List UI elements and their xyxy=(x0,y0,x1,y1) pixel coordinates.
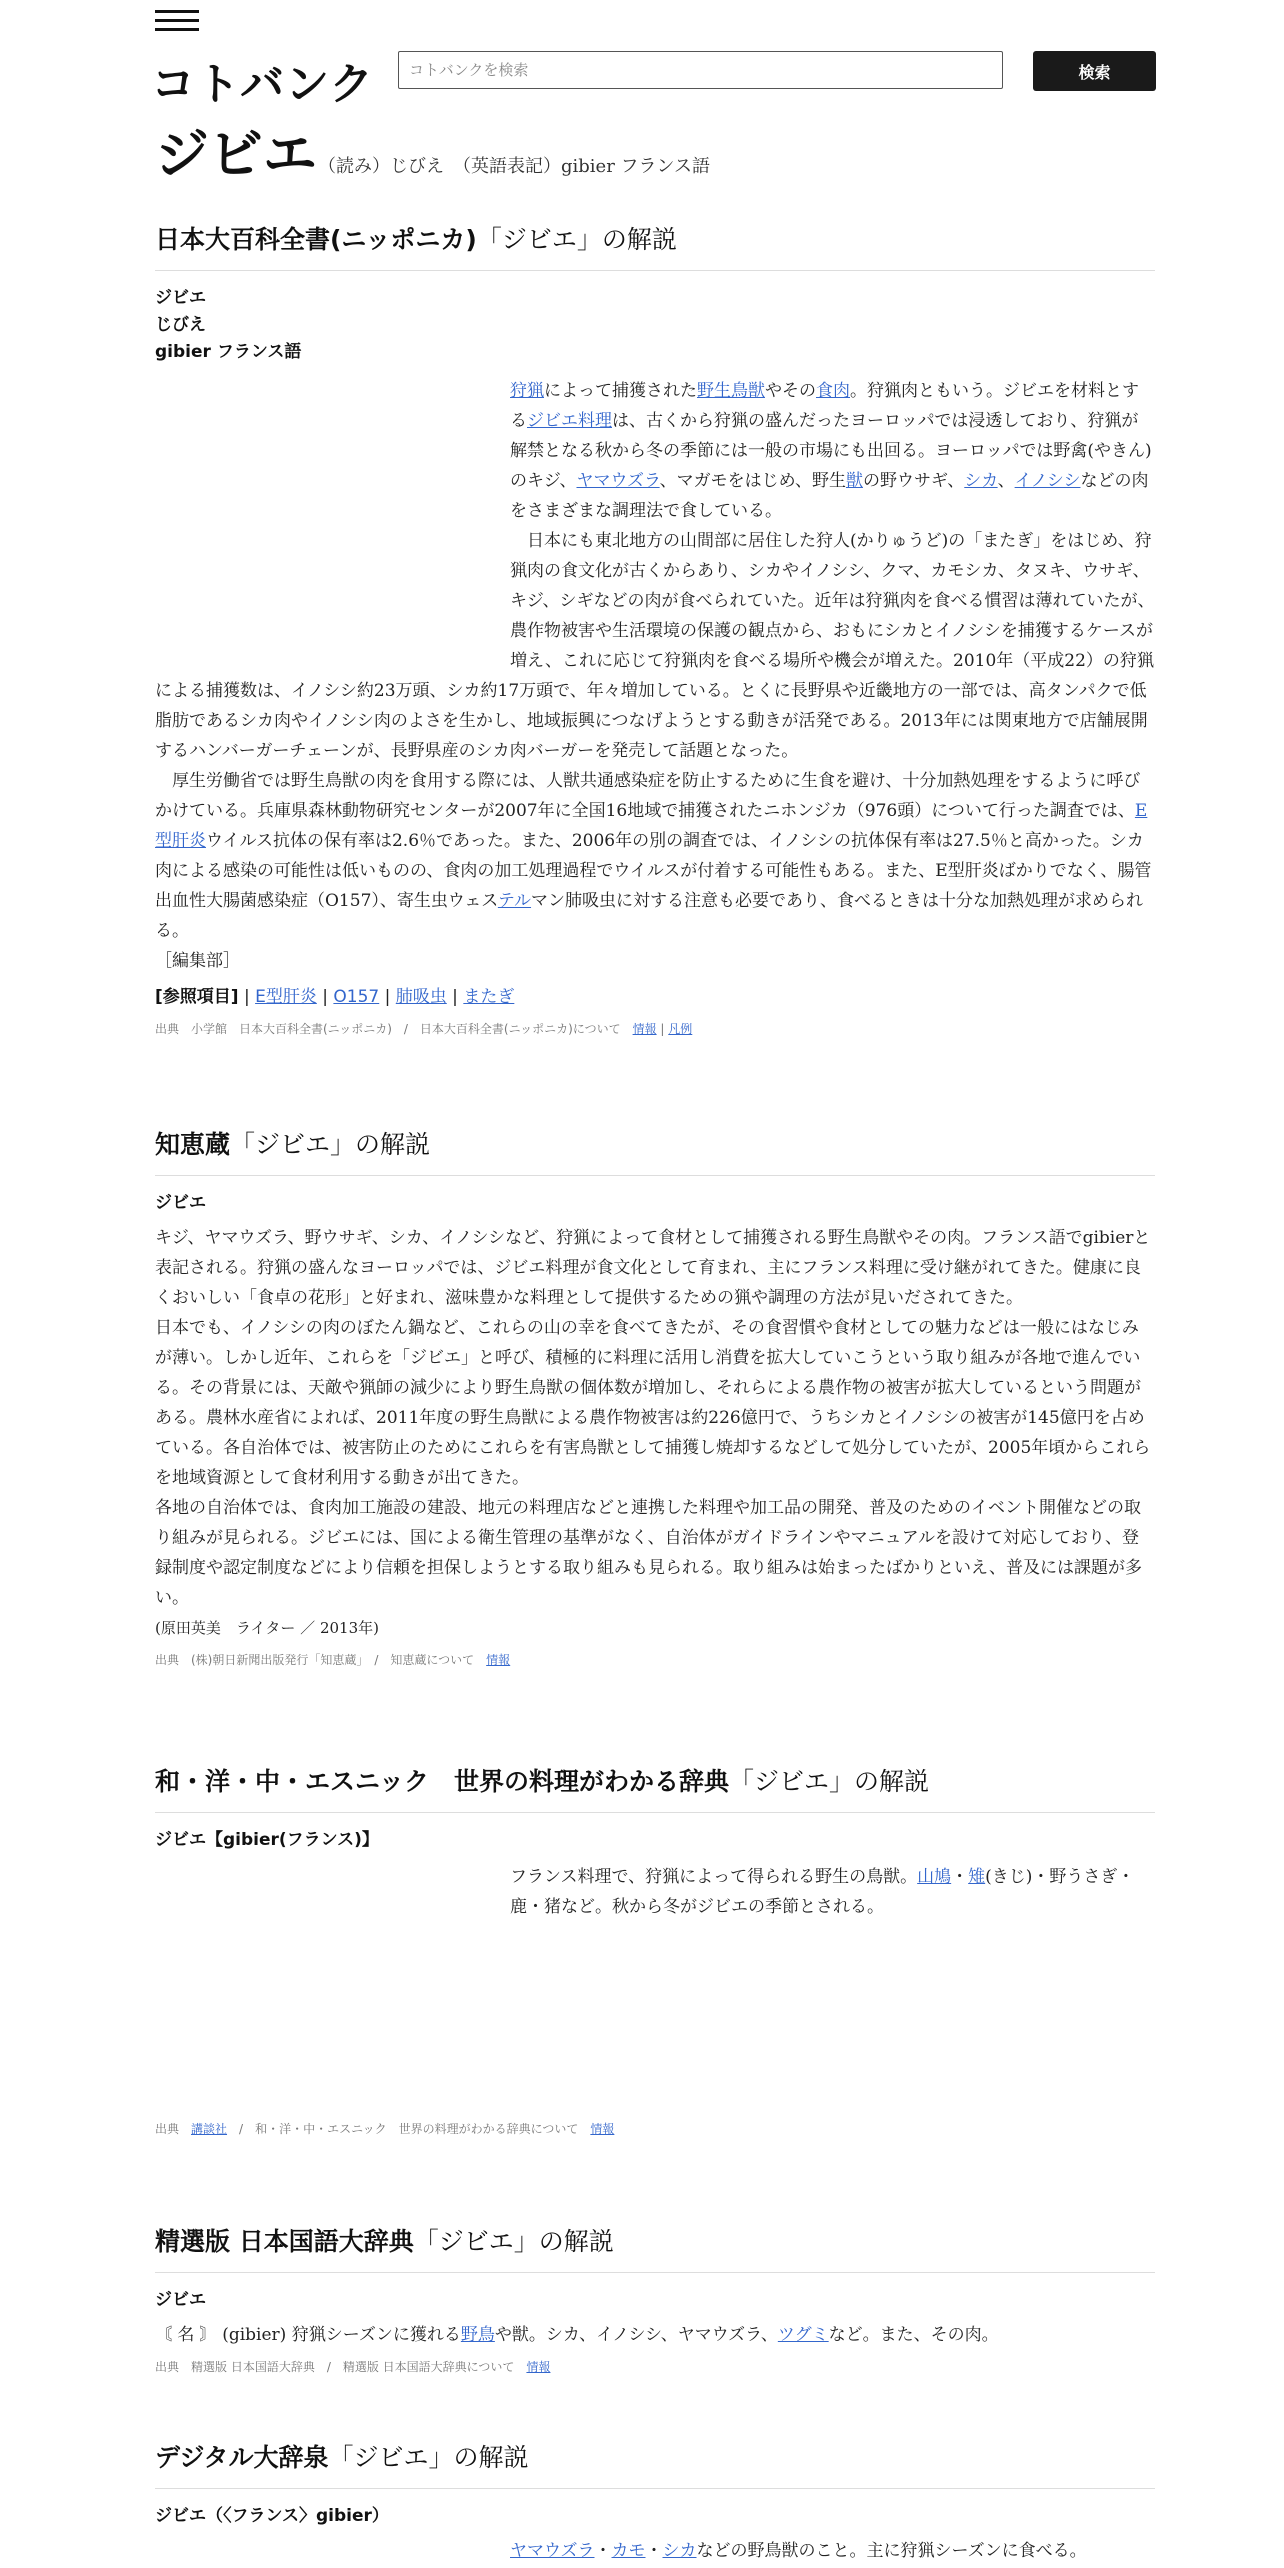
ref-link[interactable]: O157 xyxy=(333,987,380,1007)
entry-heading: ジビエ xyxy=(155,288,206,308)
entry-english: gibier フランス語 xyxy=(155,342,302,362)
section-nipponica xyxy=(155,220,1155,1037)
ref-link[interactable]: E型肝炎 xyxy=(255,987,317,1007)
search-button[interactable]: 検索 xyxy=(1033,51,1156,91)
link-yamabato[interactable]: 山鳩 xyxy=(917,1867,952,1887)
info-link[interactable]: 情報 xyxy=(590,2122,615,2136)
info-link[interactable]: 情報 xyxy=(632,1022,657,1036)
section-title: 知恵蔵「ジビエ」の解説 xyxy=(155,1125,1155,1176)
paragraph: キジ、ヤマウズラ、野ウサギ、シカ、イノシシなど、狩猟によって食材として捕獲される野生鳥獣やその肉。フランス語でgibierと表記される。狩猟の盛んなヨーロッパでは、ジビエ料理が食文化として育まれ、主にフランス料理に受け継がれてきた。健康に良くおいしい「食卓の花形」と好まれ、滋味豊かな料理として提供するための猟や調理の方法が見いだされてきた。 xyxy=(155,1228,1151,1308)
reference-links: [参照項目] | E型肝炎 | O157 | 肺吸虫 | またぎ xyxy=(155,987,515,1007)
section-title: デジタル大辞泉「ジビエ」の解説 xyxy=(155,2438,1155,2489)
paragraph: 〘 名 〙 (gibier) 狩猟シーズンに獲れる野鳥や獣。シカ、イノシシ、ヤマウズラ、ツグミなど。また、その肉。 xyxy=(155,2325,999,2345)
paragraph: 狩猟によって捕獲された野生鳥獣やその食肉。狩猟肉ともいう。ジビエを材料とするジビエ料理は、古くから狩猟の盛んだったヨーロッパでは浸透しており、狩猟が解禁となる秋から冬の季節には一般の市場にも出回る。ヨーロッパでは野禽(やきん)のキジ、ヤマウズラ、マガモをはじめ、野生獣の野ウサギ、シカ、イノシシなどの肉をさまざまな調理法で食している。 xyxy=(510,381,1152,521)
section-washo xyxy=(155,1762,1155,2137)
section-seisen xyxy=(155,2222,1155,2375)
source-line: 出典 精選版 日本国語大辞典 / 精選版 日本国語大辞典について 情報 xyxy=(155,2360,551,2374)
paragraph: フランス料理で、狩猟によって得られる野生の鳥獣。山鳩・雉(きじ)・野うさぎ・鹿・猪など。秋から冬がジビエの季節とされる。 xyxy=(510,1867,1135,1917)
reading-line: （読み）じびえ （英語表記）gibier フランス語 xyxy=(318,156,710,177)
ref-link[interactable]: またぎ xyxy=(463,987,515,1007)
link-shokuniku[interactable]: 食肉 xyxy=(816,381,850,401)
entry-reading: じびえ xyxy=(155,315,206,335)
paragraph: 厚生労働省では野生鳥獣の肉を食用する際には、人獣共通感染症を防止するために生食を避け、十分加熱処理をするように呼びかけている。兵庫県森林動物研究センターが2007年に全国16地域で捕獲されたニホンジカ（976頭）について行った調査では、E型肝炎ウイルス抗体の保有率は2.6％であった。また、2006年の別の調査では、イノシシの抗体保有率は27.5％と高かった。シカ肉による感染の可能性は低いものの、食肉の加工処理過程でウイルスが付着する可能性もある。また、E型肝炎ばかりでなく、腸管出血性大腸菌感染症（O157）、寄生虫ウェステルマン肺吸虫に対する注意も必要であり、食べるときは十分な加熱処理が求められる。 xyxy=(155,771,1152,941)
page-title: ジビエ xyxy=(155,123,317,186)
paragraph: 各地の自治体では、食肉加工施設の建設、地元の料理店などと連携した料理や加工品の開発、普及のためのイベント開催などの取り組みが見られる。ジビエには、国による衛生管理の基準がなく、自治体がガイドラインやマニュアルを設けて対応しており、登録制度や認定制度などにより信頼を担保しようとする取り組みも見られる。取り組みは始まったばかりといえ、普及には課題が多い。 xyxy=(155,1498,1143,1608)
ref-link[interactable]: 肺吸虫 xyxy=(395,987,447,1007)
site-logo[interactable]: コトバンク xyxy=(151,59,375,110)
link-yasei-chojyu[interactable]: 野生鳥獣 xyxy=(697,381,765,401)
paragraph: ヤマウズラ・カモ・シカなどの野鳥獣のこと。主に狩猟シーズンに食べる。 xyxy=(510,2541,1087,2561)
section-title: 日本大百科全書(ニッポニカ)「ジビエ」の解説 xyxy=(155,220,1155,271)
entry-heading: ジビエ xyxy=(155,1193,206,1213)
paragraph: 日本にも東北地方の山間部に居住した狩人(かりゅうど)の「またぎ」をはじめ、狩猟肉の食文化が古くからあり、シカやイノシシ、クマ、カモシカ、タヌキ、ウサギ、キジ、シギなどの肉が食べられていた。近年は狩猟肉を食べる慣習は薄れていたが、農作物被害や生活環境の保護の観点から、おもにシカとイノシシを捕獲するケースが増え、これに応じて狩猟肉を食べる場所や機会が増えた。2010年（平成22）の狩猟による捕獲数は、イノシシ約23万頭、シカ約17万頭で、年々増加している。とくに長野県や近畿地方の一部では、高タンパクで低脂肪であるシカ肉やイノシシ肉のよさを生かし、地域振興につなげようとする動きが活発である。2013年には関東地方で店舗展開するハンバーガーチェーンが、長野県産のシカ肉バーガーを発売して話題となった。 xyxy=(155,531,1155,761)
link-inoshishi[interactable]: イノシシ xyxy=(1014,471,1081,491)
link-kiji[interactable]: 雉 xyxy=(968,1867,986,1887)
info-link[interactable]: 情報 xyxy=(486,1653,511,1667)
source-line: 出典 (株)朝日新聞出版発行「知恵蔵」 / 知恵蔵について 情報 xyxy=(155,1653,511,1667)
hanrei-link[interactable]: 凡例 xyxy=(668,1022,693,1036)
entry-heading: ジビエ（〈フランス〉gibier） xyxy=(155,2506,389,2526)
paragraph: 日本でも、イノシシの肉のぼたん鍋など、これらの山の幸を食べてきたが、その食習慣や食材としての魅力などは一般にはなじみが薄い。しかし近年、これらを「ジビエ」と呼び、積極的に料理に活用し消費を拡大していこうという取り組みが各地で進んでいる。その背景には、天敵や猟師の減少により野生鳥獣の個体数が増加し、それらによる農作物の被害が拡大しているという問題がある。農林水産省によれば、2011年度の野生鳥獣による農作物被害は約226億円で、うちシカとイノシシの被害が145億円を占めている。各自治体では、被害防止のためにこれらを有害鳥獣として捕獲し焼却するなどして処分していたが、2005年頃からこれらを地域資源として食材利用する動きが出てきた。 xyxy=(155,1318,1151,1488)
link-kamo[interactable]: カモ xyxy=(611,2541,646,2561)
link-yamauzura[interactable]: ヤマウズラ xyxy=(576,471,660,491)
link-tsugumi[interactable]: ツグミ xyxy=(777,2325,829,2345)
source-line: 出典 講談社 / 和・洋・中・エスニック 世界の料理がわかる辞典について 情報 xyxy=(155,2122,615,2136)
section-chiezo xyxy=(155,1125,1155,1668)
entry-heading: ジビエ xyxy=(155,2290,206,2310)
link-yamauzura[interactable]: ヤマウズラ xyxy=(510,2541,595,2561)
info-link[interactable]: 情報 xyxy=(526,2360,551,2374)
section-title: 和・洋・中・エスニック 世界の料理がわかる辞典「ジビエ」の解説 xyxy=(155,1762,1155,1813)
search-input[interactable] xyxy=(398,51,1003,89)
link-kemono[interactable]: 獣 xyxy=(845,471,863,491)
source-line: 出典 小学館 日本大百科全書(ニッポニカ) / 日本大百科全書(ニッポニカ)について 情報 | 凡例 xyxy=(155,1022,693,1036)
editor-credit: ［編集部］ xyxy=(155,951,240,971)
link-e-kanen[interactable]: E型肝炎 xyxy=(155,801,1148,851)
section-title: 精選版 日本国語大辞典「ジビエ」の解説 xyxy=(155,2222,1155,2273)
link-gibier-ryori[interactable]: ジビエ料理 xyxy=(527,411,612,431)
link-teru[interactable]: テル xyxy=(497,891,532,911)
author-credit: (原田英美 ライター ／ 2013年) xyxy=(155,1619,379,1637)
link-shika[interactable]: シカ xyxy=(964,471,998,491)
link-yacho[interactable]: 野鳥 xyxy=(460,2325,495,2345)
entry-heading: ジビエ【gibier(フランス)】 xyxy=(155,1830,379,1850)
section-daijisen xyxy=(155,2438,1155,2566)
link-shuryo[interactable]: 狩猟 xyxy=(510,381,544,401)
publisher-link[interactable]: 講談社 xyxy=(191,2122,228,2136)
link-shika[interactable]: シカ xyxy=(662,2541,697,2561)
menu-icon[interactable] xyxy=(155,10,199,36)
